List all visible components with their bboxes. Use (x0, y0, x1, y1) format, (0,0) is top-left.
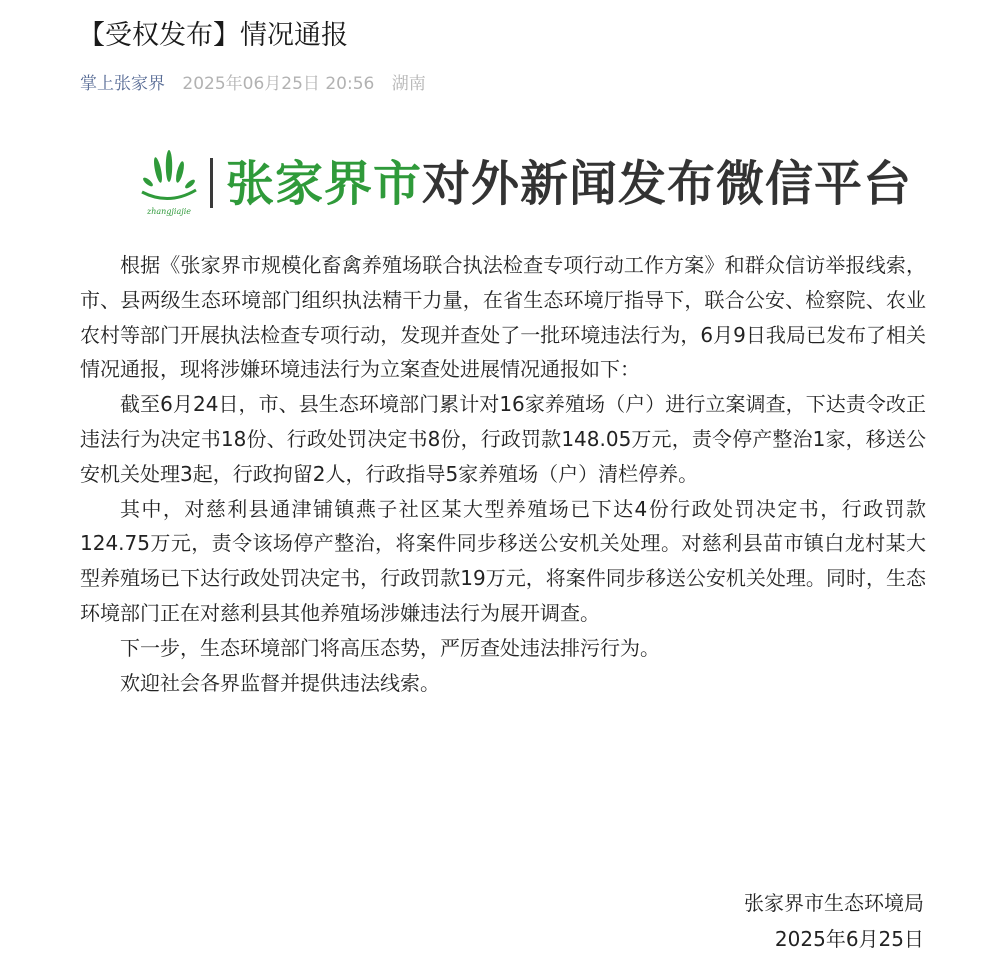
publish-time: 2025年06月25日 20:56 (182, 74, 375, 94)
banner-title-platform: 对外新闻发布微信平台 (422, 156, 913, 212)
account-name-link[interactable]: 掌上张家界 (80, 74, 165, 94)
article-body (80, 248, 926, 700)
banner-divider (210, 158, 213, 208)
publish-location: 湖南 (391, 74, 426, 94)
signature-date: 2025年6月25日 (774, 927, 924, 951)
body-paragraph: 截至6月24日，市、县生态环境部门累计对16家养殖场（户）进行立案调查，下达责令改正违法行为决定书18份、行政处罚决定书8份，行政罚款148.05万元，责令停产整治1家，移送公安机关处理3起，行政拘留2人，行政指导5家养殖场（户）清栏停养。 (80, 392, 926, 486)
banner-title (226, 156, 912, 212)
article-title: 【受权发布】情况通报 (78, 20, 348, 51)
article-meta (80, 70, 426, 98)
platform-banner (134, 148, 913, 220)
banner-title-city: 张家界市 (226, 156, 423, 212)
signature-organization: 张家界市生态环境局 (744, 891, 924, 915)
body-paragraph: 下一步，生态环境部门将高压态势，严厉查处违法排污行为。 (120, 635, 660, 660)
body-paragraph: 欢迎社会各界监督并提供违法线索。 (120, 670, 440, 695)
svg-text:zhangjiajie: zhangjiajie (147, 207, 191, 216)
body-paragraph: 其中，对慈利县通津铺镇燕子社区某大型养殖场已下达4份行政处罚决定书，行政罚款124.75万元，责令该场停产整治，将案件同步移送公安机关处理。对慈利县苗市镇白龙村某大型养殖场已下达行政处罚决定书，行政罚款19万元，将案件同步移送公安机关处理。同时，生态环境部门正在对慈利县其他养殖场涉嫌违法行为展开调查。 (80, 496, 926, 625)
zhangjiajie-logo-icon (134, 148, 204, 220)
body-paragraph: 根据《张家界市规模化畜禽养殖场联合执法检查专项行动工作方案》和群众信访举报线索，市、县两级生态环境部门组织执法精干力量，在省生态环境厅指导下，联合公安、检察院、农业农村等部门开展执法检查专项行动，发现并查处了一批环境违法行为，6月9日我局已发布了相关情况通报，现将涉嫌环境违法行为立案查处进展情况通报如下： (80, 253, 926, 382)
